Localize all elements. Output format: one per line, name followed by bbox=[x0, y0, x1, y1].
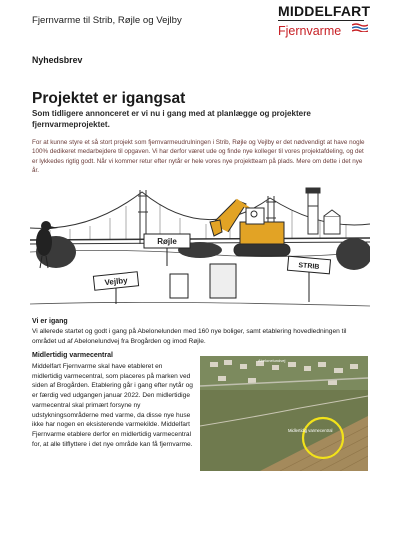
header-title: Fjernvarme til Strib, Røjle og Vejlby bbox=[32, 15, 182, 26]
logo-wordmark-top: MIDDELFART bbox=[278, 3, 371, 19]
sign-strib: STRIB bbox=[298, 262, 320, 271]
article-lead: Som tidligere annonceret er vi nu i gang med at planlægge og projektere fjernvarmeprojektet. bbox=[32, 109, 311, 130]
vi-er-igang-text: Vi allerede startet og godt i gang på Abelonelunden med 160 nye boliger, samt etablering hovedledningen til området ud af Abelonelundvej fra Brogården og imod Røjle. bbox=[32, 328, 347, 345]
midlertidig-text: Middelfart Fjernvarme skal have etableret en midlertidig varmecentral, som placeres på marken ved siden af Brogården. Etablering går i gang efter nytår og er færdig ved udgangen januar 2022. Den midlertidige varmecentral skal primært forsyne ny udstykningsområderne med varme, da disse nye huse ikke har nogen en eksisterende varmekilde. Middelfart Fjernvarme etablere derfor en midlertidig varmecentral for, at alle tilflyttere i det nye område kan få fjernvarme. bbox=[32, 363, 193, 448]
construction-illustration bbox=[30, 182, 370, 312]
logo-rule bbox=[278, 20, 364, 21]
sign-vejlby: Vejlby bbox=[104, 275, 129, 288]
document-type: Nyhedsbrev bbox=[32, 55, 83, 65]
sign-rojle: Røjle bbox=[157, 237, 177, 246]
article-body: For at kunne styre et så stort projekt som fjernvarmeudrulningen i Strib, Røjle og Vejlby er det nødvendigt at have nogle 100% dedikeret medarbejdere til opgaven. Vi har derfor været ude og finde nye kolleger til vores projektafdeling, og det er lykkedes rigtig godt. Når vi kommer retur efter nytår er hele vores nye projektteam på plads. Mere om dette i det nye år. bbox=[32, 139, 365, 175]
map-road-label: Abelonelundvej bbox=[258, 358, 286, 363]
aerial-map bbox=[200, 356, 368, 471]
midlertidig-heading: Midlertidig varmecentral bbox=[32, 352, 113, 359]
article-headline: Projektet er igangsat bbox=[32, 90, 186, 107]
wave-icon bbox=[352, 23, 368, 32]
vi-er-igang-heading: Vi er igang bbox=[32, 318, 68, 325]
middelfart-logo bbox=[278, 4, 370, 36]
map-varmecentral-label: Midlertidig varmecentral bbox=[288, 428, 333, 433]
logo-wordmark-bottom: Fjernvarme bbox=[278, 24, 342, 38]
